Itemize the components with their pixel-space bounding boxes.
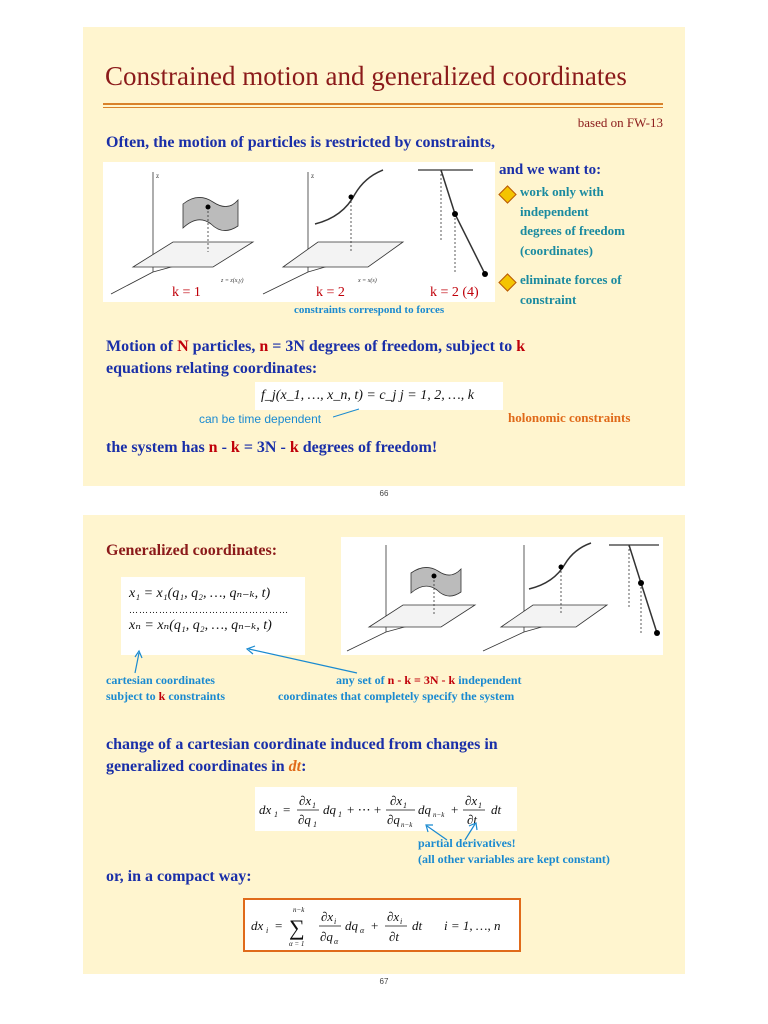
svg-text:∂x: ∂x bbox=[299, 793, 312, 808]
svg-text:α: α bbox=[360, 926, 365, 935]
gen-coords-title: Generalized coordinates: bbox=[106, 542, 278, 559]
svg-text:1: 1 bbox=[274, 810, 278, 819]
slide-title: Constrained motion and generalized coordinates bbox=[105, 61, 627, 91]
page-number-67: 67 bbox=[379, 977, 389, 986]
svg-text:∂x: ∂x bbox=[387, 909, 400, 924]
k2-label: k = 2 bbox=[316, 285, 345, 300]
svg-text:dq: dq bbox=[323, 802, 336, 817]
want-item-2: eliminate forces of constraint bbox=[520, 272, 622, 307]
svg-text:+ ⋯ +: + ⋯ + bbox=[347, 802, 382, 817]
constraints-note: constraints correspond to forces bbox=[294, 304, 445, 316]
svg-text:α = 1: α = 1 bbox=[289, 940, 305, 948]
partial-derivatives-note: partial derivatives! (all other variables are kept constant) bbox=[418, 836, 610, 866]
intro-text: Often, the motion of particles is restricted by constraints, bbox=[106, 134, 495, 151]
k1-label: k = 1 bbox=[172, 285, 201, 300]
svg-text:n−k: n−k bbox=[401, 821, 413, 829]
source-note: based on FW-13 bbox=[577, 115, 663, 130]
gen-coords-figures bbox=[341, 537, 663, 655]
change-line-2: generalized coordinates in dt: bbox=[106, 758, 307, 775]
svg-text:dx: dx bbox=[259, 802, 272, 817]
svg-text:n−k: n−k bbox=[293, 906, 305, 914]
svg-text:=: = bbox=[283, 802, 291, 817]
title-rule bbox=[103, 103, 663, 105]
svg-text:1: 1 bbox=[313, 820, 317, 829]
page-number-66: 66 bbox=[379, 489, 389, 498]
svg-text:∂t: ∂t bbox=[389, 929, 400, 944]
svg-text:∂t: ∂t bbox=[467, 812, 478, 827]
gen-coords-equations: x₁ = x₁(q₁, q₂, …, qₙ₋ₖ, t) ………………………………………… xₙ = xₙ(q₁, q₂, …, qₙ₋ₖ, t) bbox=[121, 577, 305, 655]
want-item-1: work only with independent degrees of freedom (coordinates) bbox=[520, 184, 625, 258]
constraint-equation: f_j(x_1, …, x_n, t) = c_j j = 1, 2, …, k bbox=[255, 382, 503, 410]
svg-text:i: i bbox=[400, 917, 403, 926]
svg-text:∂q: ∂q bbox=[320, 929, 333, 944]
svg-text:1: 1 bbox=[478, 801, 482, 810]
svg-text:∑: ∑ bbox=[289, 915, 305, 940]
title-rule-thin bbox=[103, 107, 663, 108]
svg-text:dq: dq bbox=[345, 918, 358, 933]
svg-text:α: α bbox=[334, 937, 339, 946]
svg-text:+: + bbox=[371, 918, 379, 933]
svg-text:∂x: ∂x bbox=[390, 793, 403, 808]
svg-text:1: 1 bbox=[312, 801, 316, 810]
arrow-icon bbox=[333, 407, 363, 419]
motion-line-1: Motion of N particles, n = 3N degrees of freedom, subject to k bbox=[106, 338, 526, 355]
k2-4-label: k = 2 (4) bbox=[430, 285, 479, 300]
svg-text:dq: dq bbox=[418, 802, 431, 817]
curve-eq: x = x(s) bbox=[358, 278, 377, 284]
compact-formula bbox=[243, 898, 521, 952]
svg-text:1: 1 bbox=[403, 801, 407, 810]
index-range: i = 1, …, n bbox=[444, 918, 501, 933]
svg-text:i: i bbox=[334, 917, 337, 926]
time-dependent-note: can be time dependent bbox=[199, 412, 322, 426]
arrow-icon bbox=[113, 645, 363, 675]
compact-label: or, in a compact way: bbox=[106, 868, 252, 885]
surface-eq: z = z(x,y) bbox=[221, 278, 244, 284]
constraint-figures bbox=[103, 162, 495, 302]
diamond-bullet-icon bbox=[498, 273, 516, 291]
diamond-bullet-icon bbox=[498, 185, 516, 203]
want-title: and we want to: bbox=[499, 162, 602, 178]
motion-line-2: equations relating coordinates: bbox=[106, 360, 318, 377]
cartesian-note: cartesian coordinates subject to k constraints bbox=[106, 673, 226, 703]
svg-text:dx: dx bbox=[251, 918, 264, 933]
svg-text:i: i bbox=[266, 926, 269, 935]
svg-text:1: 1 bbox=[338, 810, 342, 819]
slide-67 bbox=[83, 515, 685, 974]
svg-text:n−k: n−k bbox=[433, 811, 445, 819]
svg-text:∂q: ∂q bbox=[387, 812, 400, 827]
svg-text:z: z bbox=[156, 172, 160, 180]
svg-text:+: + bbox=[451, 802, 459, 817]
svg-text:∂q: ∂q bbox=[298, 812, 311, 827]
svg-text:=: = bbox=[275, 918, 283, 933]
svg-text:dt: dt bbox=[412, 918, 423, 933]
svg-text:z: z bbox=[311, 172, 315, 180]
svg-text:dt: dt bbox=[491, 802, 502, 817]
holonomic-label: holonomic constraints bbox=[508, 410, 631, 425]
change-line-1: change of a cartesian coordinate induced from changes in bbox=[106, 736, 498, 753]
system-line: the system has n - k = 3N - k degrees of freedom! bbox=[106, 439, 438, 456]
svg-text:∂x: ∂x bbox=[321, 909, 334, 924]
any-set-note: any set of n - k = 3N - k independent coordinates that completely specify the system bbox=[278, 673, 522, 703]
svg-text:∂x: ∂x bbox=[465, 793, 478, 808]
slide-66 bbox=[83, 27, 685, 486]
